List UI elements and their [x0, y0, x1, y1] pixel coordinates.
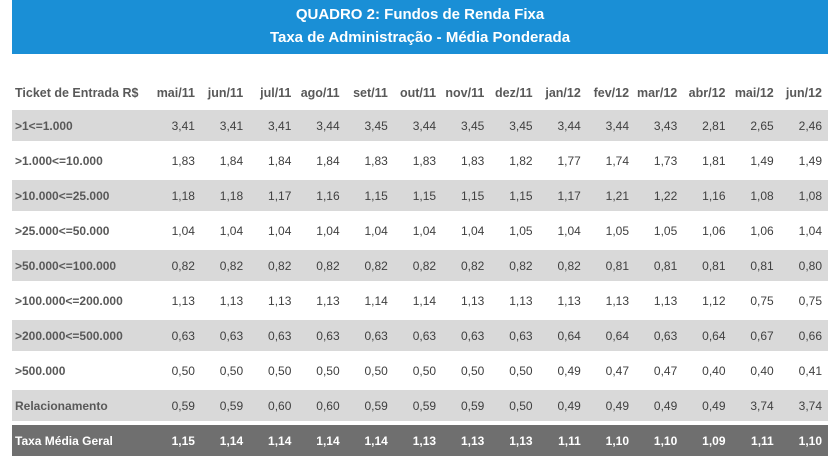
table-cell: 0,40: [702, 363, 726, 378]
table-cell: 1,05: [605, 223, 630, 238]
table-cell: 1,13: [460, 293, 485, 308]
table-cell: 1,16: [297, 180, 345, 211]
table-cell: 2,46: [780, 110, 828, 141]
column-header-ticket: Ticket de Entrada R$: [15, 86, 139, 100]
table-cell: 0,59: [201, 390, 249, 421]
table-cell: 0,82: [346, 250, 394, 281]
table-cell: 1,04: [219, 223, 244, 238]
table-cell: 0,82: [490, 250, 538, 281]
row-label: >50.000<=100.000: [12, 250, 153, 281]
table-subtitle: Taxa de Administração - Média Ponderada: [269, 29, 571, 46]
table-cell: 1,13: [171, 293, 195, 308]
table-cell: 0,81: [732, 250, 780, 281]
table-cell: 0,40: [750, 363, 774, 378]
table-cell: 0,50: [490, 390, 538, 421]
table-cell: 0,81: [587, 250, 635, 281]
table-row: [12, 285, 828, 316]
column-header-month: jun/11: [207, 86, 244, 100]
table-cell: 0,75: [750, 293, 774, 308]
table-row: [12, 145, 828, 176]
table-cell: 0,50: [364, 363, 388, 378]
table-cell: 0,60: [297, 390, 345, 421]
column-header-month: out/11: [399, 86, 437, 100]
table-cell: 0,82: [539, 250, 587, 281]
table-cell: 1,15: [394, 180, 442, 211]
row-label: Relacionamento: [12, 390, 153, 421]
row-label: >100.000<=200.000: [15, 293, 123, 308]
row-label: >25.000<=50.000: [15, 223, 110, 238]
table-cell: 1,18: [201, 180, 249, 211]
table-cell: 1,04: [316, 223, 340, 238]
table-cell: 1,18: [153, 180, 201, 211]
column-header-month: set/11: [353, 86, 388, 100]
table-cell: 0,64: [587, 320, 635, 351]
table-cell: 1,15: [346, 180, 394, 211]
table-cell: 2,81: [683, 110, 731, 141]
row-label: >200.000<=500.000: [12, 320, 153, 351]
table-cell: 1,13: [490, 425, 538, 456]
table-cell: 0,82: [442, 250, 490, 281]
table-cell: 1,83: [460, 153, 485, 168]
total-row: [12, 425, 828, 456]
table-cell: 0,63: [635, 320, 683, 351]
table-cell: 1,13: [653, 293, 678, 308]
table-cell: 0,82: [153, 250, 201, 281]
table-cell: 3,45: [490, 110, 538, 141]
table-title: QUADRO 2: Fundos de Renda Fixa: [295, 6, 545, 23]
table-cell: 0,63: [346, 320, 394, 351]
column-header-month: abr/12: [688, 86, 726, 100]
table-cell: 3,41: [153, 110, 201, 141]
table-cell: 1,04: [171, 223, 195, 238]
table-cell: 0,63: [153, 320, 201, 351]
table-cell: 0,50: [171, 363, 195, 378]
table-cell: 1,12: [702, 293, 726, 308]
table-cell: 1,08: [780, 180, 828, 211]
table-cell: 0,50: [316, 363, 340, 378]
table-cell: 1,22: [635, 180, 683, 211]
table-cell: 0,63: [201, 320, 249, 351]
table-cell: 1,83: [171, 153, 195, 168]
table-cell: 1,04: [798, 223, 822, 238]
table-cell: 3,45: [442, 110, 490, 141]
row-label: Taxa Média Geral: [12, 425, 153, 456]
table-cell: 3,74: [732, 390, 780, 421]
table-cell: 0,80: [780, 250, 828, 281]
table-cell: 3,41: [201, 110, 249, 141]
table-title-banner: [12, 0, 828, 54]
table-cell: 1,49: [750, 153, 774, 168]
table-cell: 0,63: [394, 320, 442, 351]
column-header-month: mai/12: [734, 86, 774, 100]
column-header-month: ago/11: [300, 86, 340, 100]
table-cell: 0,82: [201, 250, 249, 281]
table-cell: 1,13: [509, 293, 533, 308]
table-cell: 3,43: [635, 110, 683, 141]
table-cell: 3,44: [587, 110, 635, 141]
table-cell: 1,15: [442, 180, 490, 211]
table-cell: 0,49: [683, 390, 731, 421]
table-cell: 1,84: [316, 153, 340, 168]
table-cell: 1,16: [683, 180, 731, 211]
table-cell: 1,09: [683, 425, 731, 456]
table-cell: 0,49: [635, 390, 683, 421]
table-row: [12, 215, 828, 246]
table-cell: 0,50: [509, 363, 533, 378]
table-cell: 0,50: [412, 363, 437, 378]
table-cell: 1,05: [509, 223, 533, 238]
table-cell: 0,50: [460, 363, 485, 378]
table-cell: 1,14: [364, 293, 388, 308]
table-cell: 0,64: [683, 320, 731, 351]
table-cell: 1,13: [219, 293, 244, 308]
table-cell: 1,17: [539, 180, 587, 211]
table-cell: 0,82: [394, 250, 442, 281]
table-cell: 1,82: [509, 153, 533, 168]
table-cell: 0,60: [249, 390, 297, 421]
table-cell: 0,47: [653, 363, 678, 378]
admin-fee-table: [12, 76, 828, 460]
table-cell: 1,13: [316, 293, 340, 308]
table-cell: 1,77: [557, 153, 581, 168]
table-cell: 1,04: [412, 223, 437, 238]
table-cell: 2,65: [732, 110, 780, 141]
column-header-month: mar/12: [636, 86, 678, 100]
table-cell: 3,44: [297, 110, 345, 141]
table-cell: 1,11: [732, 425, 780, 456]
table-cell: 0,81: [635, 250, 683, 281]
table-cell: 0,82: [297, 250, 345, 281]
column-header-month: mai/11: [156, 86, 195, 100]
table-cell: 0,63: [442, 320, 490, 351]
table-cell: 1,73: [653, 153, 678, 168]
table-cell: 1,13: [605, 293, 630, 308]
table-row: [12, 180, 828, 211]
column-header-month: jan/12: [545, 86, 581, 100]
column-header-month: nov/11: [445, 86, 485, 100]
table-row: [12, 355, 828, 386]
table-cell: 1,83: [364, 153, 388, 168]
table-cell: 0,47: [605, 363, 630, 378]
table-cell: 1,21: [587, 180, 635, 211]
table-cell: 1,14: [346, 425, 394, 456]
table-cell: 1,04: [364, 223, 388, 238]
table-cell: 1,83: [412, 153, 437, 168]
table-cell: 1,14: [249, 425, 297, 456]
table-cell: 0,82: [249, 250, 297, 281]
table-cell: 1,15: [153, 425, 201, 456]
table-cell: 1,13: [268, 293, 292, 308]
table-cell: 0,81: [683, 250, 731, 281]
row-label: >500.000: [15, 363, 66, 378]
table-cell: 0,49: [557, 363, 581, 378]
column-header-month: jul/11: [260, 86, 292, 100]
table-cell: 1,08: [732, 180, 780, 211]
table-cell: 1,49: [798, 153, 822, 168]
table-cell: 1,14: [201, 425, 249, 456]
row-label: >1.000<=10.000: [15, 153, 103, 168]
column-header-month: dez/11: [495, 86, 533, 100]
table-row: [12, 390, 828, 421]
table-cell: 1,13: [442, 425, 490, 456]
table-cell: 0,59: [346, 390, 394, 421]
table-cell: 0,63: [249, 320, 297, 351]
table-cell: 0,50: [219, 363, 244, 378]
table-row: [12, 110, 828, 141]
row-label: >10.000<=25.000: [12, 180, 153, 211]
table-cell: 0,67: [732, 320, 780, 351]
table-cell: 1,84: [268, 153, 292, 168]
table-cell: 1,13: [394, 425, 442, 456]
table-cell: 0,66: [780, 320, 828, 351]
table-cell: 0,41: [798, 363, 822, 378]
table-cell: 0,49: [539, 390, 587, 421]
table-cell: 0,59: [153, 390, 201, 421]
table-cell: 1,17: [249, 180, 297, 211]
table-cell: 0,50: [268, 363, 292, 378]
table-cell: 1,74: [605, 153, 630, 168]
column-header-month: fev/12: [593, 86, 630, 100]
table-cell: 0,63: [490, 320, 538, 351]
table-cell: 3,74: [780, 390, 828, 421]
table-cell: 1,14: [412, 293, 437, 308]
table-cell: 0,75: [798, 293, 822, 308]
table-cell: 1,04: [460, 223, 485, 238]
table-cell: 1,04: [268, 223, 292, 238]
table-cell: 1,06: [702, 223, 726, 238]
table-cell: 1,11: [539, 425, 587, 456]
table-cell: 3,44: [539, 110, 587, 141]
table-cell: 1,10: [635, 425, 683, 456]
table-cell: 3,45: [346, 110, 394, 141]
table-cell: 3,41: [249, 110, 297, 141]
table-cell: 3,44: [394, 110, 442, 141]
table-cell: 1,10: [780, 425, 828, 456]
table-cell: 1,81: [702, 153, 726, 168]
table-cell: 1,10: [587, 425, 635, 456]
table-cell: 0,49: [587, 390, 635, 421]
table-cell: 0,63: [297, 320, 345, 351]
table-cell: 1,06: [750, 223, 774, 238]
table-cell: 0,64: [539, 320, 587, 351]
table-cell: 1,13: [557, 293, 581, 308]
table-cell: 1,05: [653, 223, 678, 238]
table-cell: 0,59: [442, 390, 490, 421]
table-cell: 1,14: [297, 425, 345, 456]
row-label: >1<=1.000: [12, 110, 153, 141]
table-cell: 0,59: [394, 390, 442, 421]
table-cell: 1,84: [219, 153, 244, 168]
table-cell: 1,04: [557, 223, 581, 238]
table-row: [12, 250, 828, 281]
table-header-row: [12, 80, 828, 106]
table-cell: 1,15: [490, 180, 538, 211]
table-row: [12, 320, 828, 351]
column-header-month: jun/12: [785, 86, 822, 100]
